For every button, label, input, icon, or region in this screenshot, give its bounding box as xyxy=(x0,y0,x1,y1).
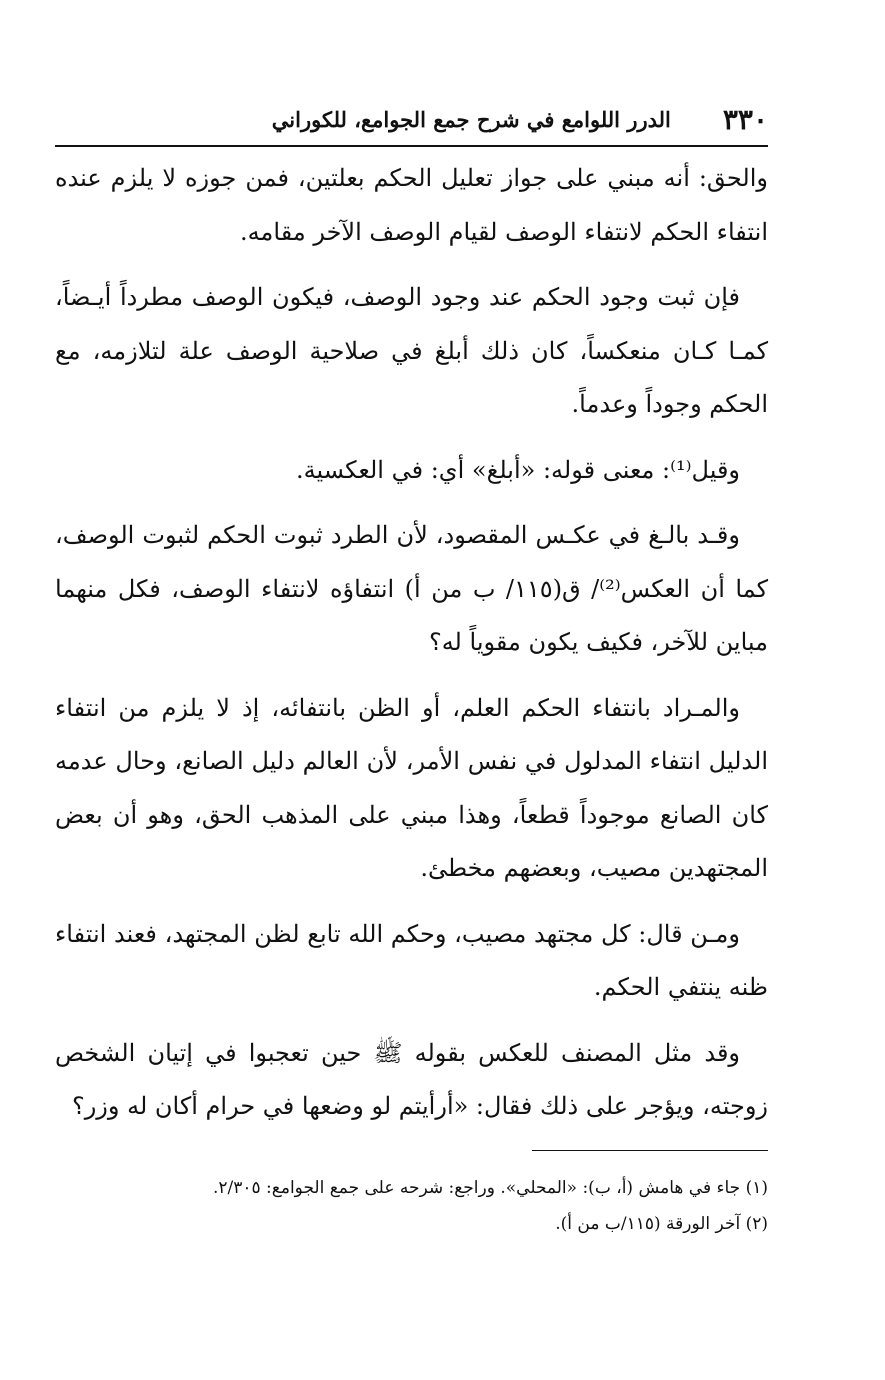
footnote: (٢) آخر الورقة (١١٥/ب من أ). xyxy=(555,1214,768,1234)
header-divider xyxy=(55,145,768,147)
paragraph: والحق: أنه مبني على جواز تعليل الحكم بعلتين، فمن جوزه لا يلزم عنده انتفاء الحكم لانتفاء الوصف لقيام الوصف الآخر مقامه. xyxy=(55,164,768,246)
page-header xyxy=(55,96,768,142)
paragraph: وقيل⁽¹⁾: معنى قوله: «أبلغ» أي: في العكسية. xyxy=(296,455,740,484)
paragraph: ومـن قال: كل مجتهد مصيب، وحكم الله تابع لظن المجتهد، فعند انتفاء ظنه ينتفي الحكم. xyxy=(55,919,768,1001)
running-title: الدرر اللوامع في شرح جمع الجوامع، للكوراني xyxy=(271,106,671,132)
paragraph: والمـراد بانتفاء الحكم العلم، أو الظن بانتفائه، إذ لا يلزم من انتفاء الدليل انتفاء المدلول في نفس الأمر، لأن العالم دليل الصانع، وحال عدمه كان الصانع موجوداً قطعاً، وهذا مبني على المذهب الحق، وهو أن بعض المجتهدين مصيب، وبعضهم مخطئ. xyxy=(55,693,768,882)
footnote-divider xyxy=(532,1150,768,1151)
footnote: (١) جاء في هامش (أ، ب): «المحلي». وراجع: شرحه على جمع الجوامع: ٢/٣٠٥. xyxy=(212,1178,768,1198)
paragraph: وقد مثل المصنف للعكس بقوله ﷺ حين تعجبوا في إتيان الشخص زوجته، ويؤجر على ذلك فقال: «أرأيتم لو وضعها في حرام أكان له وزر؟ xyxy=(55,1038,768,1120)
page-number: ٣٣٠ xyxy=(722,102,768,136)
paragraph: وقـد بالـغ في عكـس المقصود، لأن الطرد ثبوت الحكم لثبوت الوصف، كما أن العكس⁽²⁾/ ق(١١٥/ ب من أ) انتفاؤه لانتفاء الوصف، فكل منهما مباين للآخر، فكيف يكون مقوياً له؟ xyxy=(55,521,768,656)
main-text xyxy=(55,152,768,1146)
paragraph: فإن ثبت وجود الحكم عند وجود الوصف، فيكون الوصف مطرداً أيـضاً، كمـا كـان منعكساً، كان ذلك أبلغ في صلاحية الوصف علة لتلازمه، مع الحكم وجوداً وعدماً. xyxy=(55,283,768,418)
footnotes xyxy=(70,1170,768,1242)
